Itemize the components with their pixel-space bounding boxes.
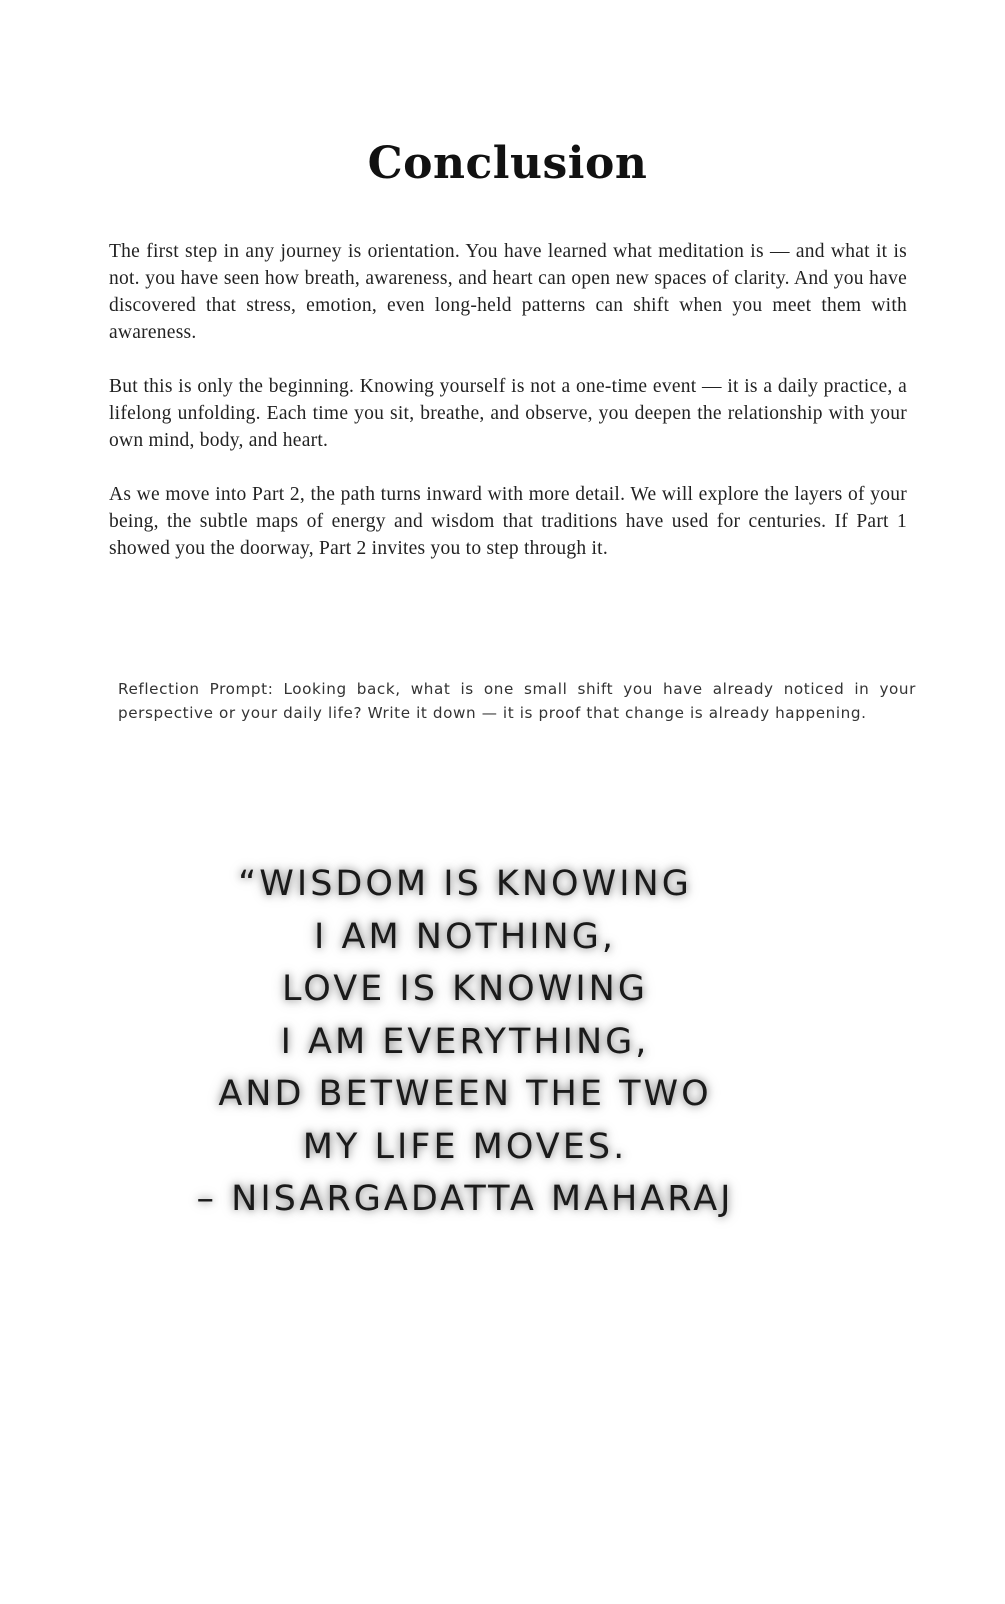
body-text (109, 238, 907, 589)
page-title: Conclusion (367, 138, 648, 189)
reflection-prompt: Reflection Prompt: Looking back, what is one small shift you have already noticed in your perspective or your daily life? Write it down — it is proof that change is already happening. (118, 680, 916, 722)
quote-attribution: – NISARGADATTA MAHARAJ (196, 1179, 734, 1219)
quote-line: LOVE IS KNOWING (282, 969, 648, 1009)
paragraph-orientation: The first step in any journey is orientation. You have learned what meditation is — and what it is not. you have seen how breath, awareness, and heart can open new spaces of clarity. And you have discovered that stress, emotion, even long-held patterns can shift when you meet them with awareness. (109, 241, 907, 343)
paragraph-beginning: But this is only the beginning. Knowing yourself is not a one-time event — it is a daily practice, a lifelong unfolding. Each time you sit, breathe, and observe, you deepen the relationship with your own mind, body, and heart. (109, 376, 907, 451)
quote-line: AND BETWEEN THE TWO (218, 1074, 712, 1114)
quote-line: MY LIFE MOVES. (302, 1126, 628, 1167)
quote-line: “WISDOM IS KNOWING (238, 864, 692, 904)
quote-line: I AM EVERYTHING, (280, 1021, 650, 1062)
paragraph-part-two: As we move into Part 2, the path turns inward with more detail. We will explore the layers of your being, the subtle maps of energy and wisdom that traditions have used for centuries. If Part 1 showed you the doorway, Part 2 invites you to step through it. (109, 484, 907, 559)
quote-block (110, 858, 820, 1226)
quote-line: I AM NOTHING, (314, 916, 616, 957)
